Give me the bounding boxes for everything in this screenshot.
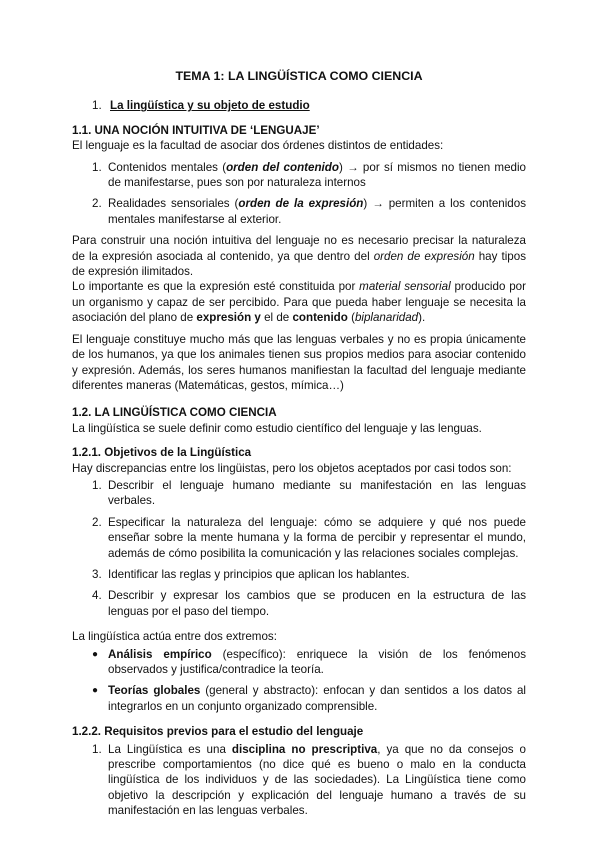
- paragraph-1-2-1-intro: Hay discrepancias entre los lingüistas, pero los objetos aceptados por casi todos son:: [72, 461, 512, 475]
- section-number: 1.: [92, 99, 102, 113]
- list-objectives: [72, 478, 526, 619]
- list-item: 4. Describir y expresar los cambios que se producen en la estructura de las lenguas por el paso del tiempo.: [92, 589, 526, 618]
- list-item: 2. Realidades sensoriales (orden de la expresión) → permiten a los contenidos mentales manifestarse al exterior.: [92, 197, 526, 226]
- list-item: 1. La Lingüística es una disciplina no prescriptiva, ya que no da consejos o prescribe comportamientos (no dice qué es bueno o malo en la conducta lingüística de los individuos y de las sociedades). La Lingüística tiene como objetivo la descripción y explicación del lenguaje humano a través de su manifestación en las lenguas verbales.: [92, 742, 527, 818]
- paragraph-1-2-intro: La lingüística se suele definir como estudio científico del lenguaje y las lenguas.: [72, 421, 482, 435]
- list-item: 1. Describir el lenguaje humano mediante su manifestación en las lenguas verbales.: [92, 478, 526, 508]
- paragraph-expression: Para construir una noción intuitiva del lenguaje no es necesario precisar la naturaleza de la expresión asociada al contenido, ya que dentro del orden de expresión hay tipos de expresión ilimitados. Lo importante es que la expresión esté constituida por material sensorial producido por un organismo y capaz de ser percibido. Para que pueda haber lenguaje se necesita la asociación del plano de expresión y el de contenido (biplanaridad).: [72, 234, 526, 325]
- list-requirements: [72, 742, 526, 819]
- bullet-icon: ●: [92, 685, 99, 697]
- document-page: [72, 64, 526, 825]
- paragraph-extremes: La lingüística actúa entre dos extremos:: [72, 630, 277, 644]
- paragraph-1-1-intro: El lenguaje es la facultad de asociar dos órdenes distintos de entidades:: [72, 139, 444, 153]
- list-item: ● Análisis empírico (específico): enriquece la visión de los fenómenos observados y justifica/contradice la teoría.: [92, 647, 526, 676]
- list-item: 2. Especificar la naturaleza del lenguaje: cómo se adquiere y qué nos puede enseñar sobre la mente humana y la forma de percibir y representar el mundo, además de cómo posibilita la comunicación y las relaciones sociales complejas.: [92, 515, 526, 560]
- bullet-list-extremes: [72, 647, 526, 715]
- section-1-heading: [92, 98, 526, 113]
- document-title: TEMA 1: LA LINGÜÍSTICA COMO CIENCIA: [175, 69, 423, 83]
- heading-1-2-1: 1.2.1. Objetivos de la Lingüística: [72, 446, 252, 460]
- paragraph-lenguaje: El lenguaje constituye mucho más que las lenguas verbales y no es propia únicamente de los humanos, ya que los animales tienen sus propios medios para asociar contenido y expresión. Además, los seres humanos manifiestan la facultad del lenguaje mediante diferentes maneras (Matemáticas, gestos, mímica…): [72, 332, 526, 392]
- list-item: ● Teorías globales (general y abstracto): enfocan y dan sentidos a los datos al integrarlos en un conjunto organizado comprensible.: [92, 684, 526, 713]
- heading-1-2-2: 1.2.2. Requisitos previos para el estudio del lenguaje: [72, 725, 364, 739]
- heading-1-2: 1.2. LA LINGÜÍSTICA COMO CIENCIA: [72, 406, 277, 420]
- list-item: 1. Contenidos mentales (orden del contenido) → por sí mismos no tienen medio de manifestarse, pues son por naturaleza internos: [92, 160, 526, 190]
- list-orders: [72, 160, 526, 228]
- bullet-icon: ●: [92, 648, 99, 660]
- heading-1-1: 1.1. UNA NOCIÓN INTUITIVA DE ‘LENGUAJE’: [72, 123, 320, 137]
- section-title: La lingüística y su objeto de estudio: [110, 99, 310, 113]
- list-item: 3. Identificar las reglas y principios que aplican los hablantes.: [92, 567, 410, 581]
